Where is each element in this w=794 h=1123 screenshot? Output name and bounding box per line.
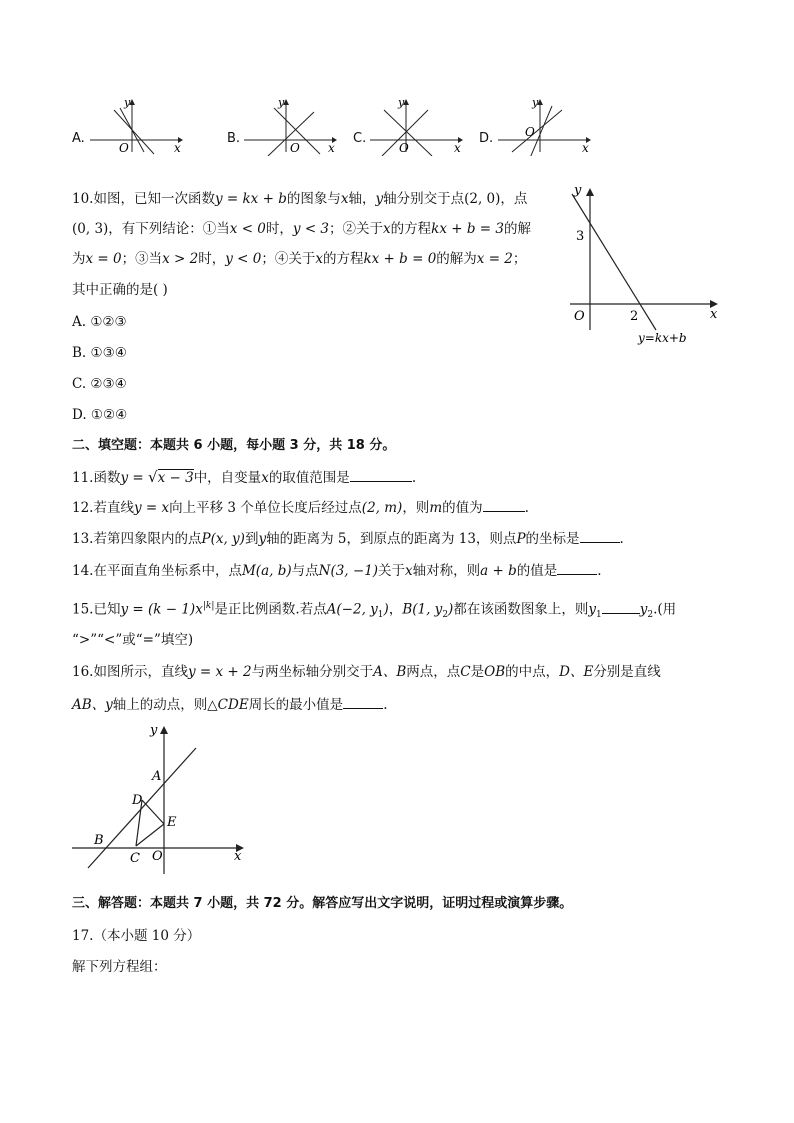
q16-line-1: 16.如图所示，直线y = x + 2与两坐标轴分别交于A、B两点，点C是OB的中点，D、E分别是直线 xyxy=(72,664,661,680)
q10-line-3: 为x = 0；③当x > 2时，y < 0；④关于x的方程kx + b = 0的解为x = 2； xyxy=(72,251,527,267)
x-axis-label: x xyxy=(582,141,589,155)
origin-label: O xyxy=(525,125,535,139)
q10-line-4: 其中正确的是( ) xyxy=(72,282,168,298)
q10-option-d: D. ①②④ xyxy=(72,407,128,423)
x-axis-label: x xyxy=(328,141,335,155)
option-b-label: B. xyxy=(227,131,241,146)
q16-point-e-label: E xyxy=(167,815,177,830)
q11: 11.函数y = √x − 3中，自变量x的取值范围是 . xyxy=(72,468,417,486)
q16-x-label: x xyxy=(234,849,242,864)
q10-origin-label: O xyxy=(574,309,585,324)
section-2-title: 二、填空题：本题共 6 小题，每小题 3 分，共 18 分。 xyxy=(72,438,396,453)
origin-label: O xyxy=(399,141,409,155)
q10-graph xyxy=(560,180,730,350)
x-axis-label: x xyxy=(454,141,461,155)
option-c-graph xyxy=(366,96,466,156)
section-3-title: 三、解答题：本题共 7 小题，共 72 分。解答应写出文字说明，证明过程或演算步骤。 xyxy=(72,896,573,911)
q11-answer-blank[interactable] xyxy=(350,468,412,482)
q10-option-c: C. ②③④ xyxy=(72,376,127,392)
option-a-label: A. xyxy=(72,131,85,146)
q14-answer-blank[interactable] xyxy=(557,561,597,575)
q10-line-2: (0, 3)，有下列结论：①当x < 0时，y < 3；②关于x的方程kx + b = 3的解 xyxy=(72,221,531,237)
y-axis-label: y xyxy=(532,96,539,109)
option-c-label: C. xyxy=(353,131,367,146)
q13: 13.若第四象限内的点P(x, y)到y轴的距离为 5，到原点的距离为 13，则点P的坐标是 . xyxy=(72,531,624,547)
q10-line-1: 10.如图，已知一次函数y = kx + b的图象与x轴，y轴分别交于点(2, 0)，点 xyxy=(72,191,528,207)
q16-point-c-label: C xyxy=(130,851,140,866)
q16-line-2: AB、y轴上的动点，则△CDE周长的最小值是 . xyxy=(72,697,388,713)
q16-point-a-label: A xyxy=(152,769,162,784)
q16-origin-label: O xyxy=(152,849,163,864)
q10-line-label: y=kx+b xyxy=(638,331,687,345)
q16-point-b-label: B xyxy=(94,833,104,848)
q16-answer-blank[interactable] xyxy=(343,695,383,709)
q14: 14.在平面直角坐标系中，点M(a, b)与点N(3, −1)关于x轴对称，则a + b的值是 . xyxy=(72,563,602,579)
option-b-graph xyxy=(240,96,340,156)
y-axis-label: y xyxy=(398,96,405,109)
origin-label: O xyxy=(290,141,300,155)
q12-answer-blank[interactable] xyxy=(483,498,525,512)
q15-line-1: 15.已知$y = (k - 1)x^{|k|}$是正比例函数.若点A(−2, $y_1$)，B(1, $y_2$)都在该函数图象上，则$y_1$ $y_2$.(用 xyxy=(72,601,677,621)
q17-body: 解下列方程组： xyxy=(72,959,167,975)
y-axis-label: y xyxy=(124,96,131,109)
y-axis-label: y xyxy=(278,96,285,109)
q13-answer-blank[interactable] xyxy=(580,529,620,543)
option-d-graph xyxy=(494,96,594,156)
option-d-label: D. xyxy=(479,131,494,146)
x-axis-label: x xyxy=(174,141,181,155)
q10-x-label: x xyxy=(710,307,718,322)
q12: 12.若直线y = x向上平移 3 个单位长度后经过点(2, m)，则m的值为 . xyxy=(72,500,529,516)
q16-y-label: y xyxy=(150,723,158,738)
q10-option-b: B. ①③④ xyxy=(72,345,127,361)
q10-y-label: y xyxy=(574,183,582,198)
q15-answer-blank[interactable] xyxy=(602,600,640,614)
option-a-graph xyxy=(86,96,186,156)
q10-x-intercept-label: 2 xyxy=(630,309,639,324)
q15-line-2: “>”“<”或“=”填空) xyxy=(72,632,194,648)
origin-label: O xyxy=(119,141,129,155)
q10-option-a: A. ①②③ xyxy=(72,314,127,330)
q16-point-d-label: D xyxy=(132,793,143,808)
q16-graph xyxy=(66,718,256,878)
q10-y-intercept-label: 3 xyxy=(576,229,585,244)
q17-title: 17.（本小题 10 分） xyxy=(72,928,201,944)
